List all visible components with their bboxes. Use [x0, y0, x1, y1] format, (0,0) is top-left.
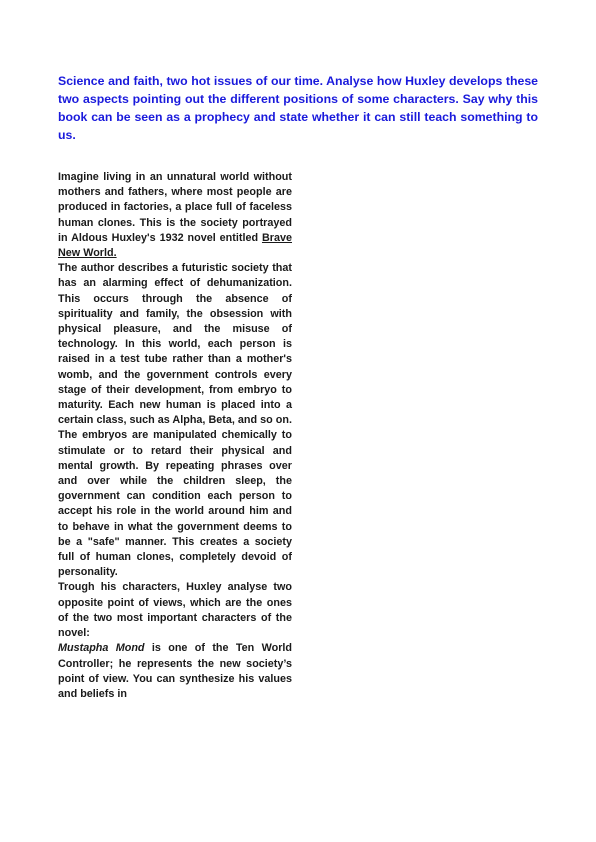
paragraph-intro	[58, 170, 292, 261]
character-name: Mustapha Mond	[58, 642, 145, 655]
mustapha-text: is one of the Ten World Controller; he represents the new society’s point of view. You can synthesize his values and beliefs in	[58, 642, 292, 700]
paragraph-description: The author describes a futuristic society that has an alarming effect of dehumanization. This occurs through the absence of spirituality and family, the obsession with physical pleasure, and the misuse of technology. In this world, each person is raised in a test tube rather than a mother's womb, and the government controls every stage of their development, from embryo to maturity. Each new human is placed into a certain class, such as Alpha, Beta, and so on. The embryos are manipulated chemically to stimulate or to retard their physical and mental growth. By repeating phrases over and over while the children sleep, the government can condition each person to accept his role in the world around him and to behave in what the government deems to be a "safe" manner. This creates a society full of human clones, completely devoid of personality.	[58, 262, 292, 579]
paragraph-characters: Trough his characters, Huxley analyse two opposite point of views, which are the ones of the two most important characters of the novel:	[58, 581, 292, 640]
intro-text: Imagine living in an unnatural world without mothers and fathers, where most people are produced in factories, a place full of faceless human clones. This is the society portrayed in Aldous Huxley's 1932 novel entitled	[58, 171, 292, 244]
book-title: Brave New World.	[58, 231, 292, 260]
essay-body	[58, 170, 292, 702]
essay-prompt: Science and faith, two hot issues of our time. Analyse how Huxley develops these two aspects pointing out the different positions of some characters. Say why this book can be seen as a prophecy and state whether it can still teach something to us.	[58, 74, 538, 142]
paragraph-mustapha	[58, 641, 292, 702]
